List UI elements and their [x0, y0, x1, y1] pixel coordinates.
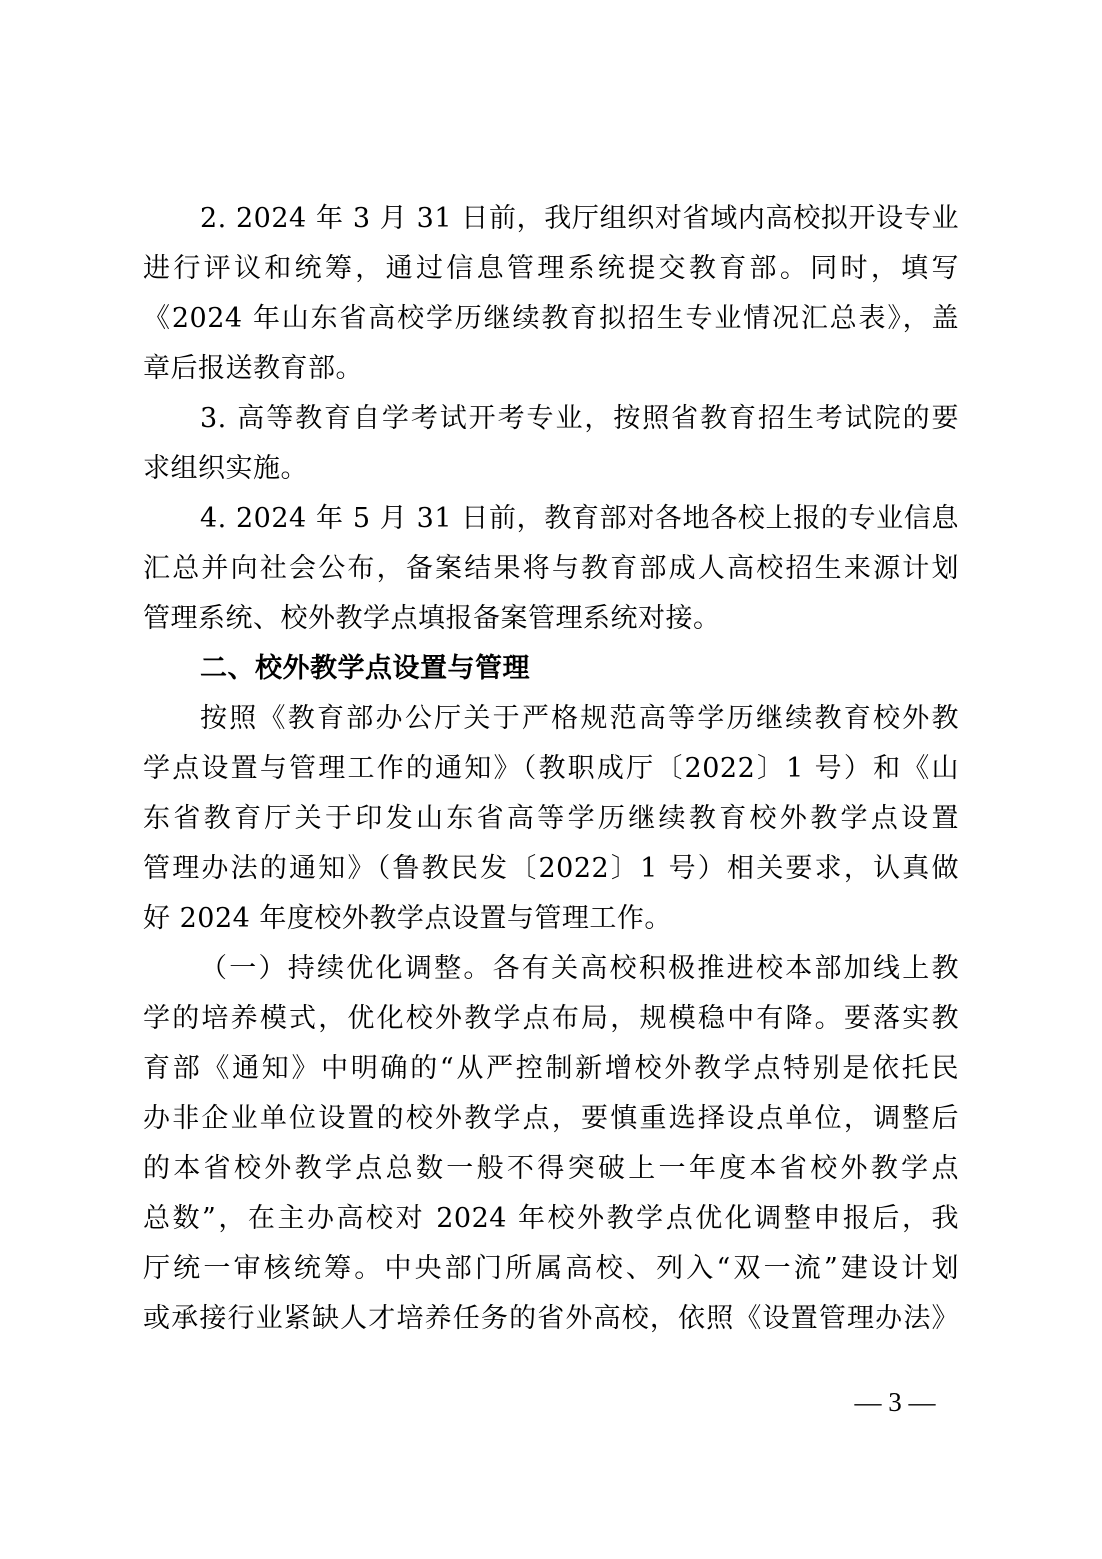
paragraph-subsection-1-line-7: 厅统一审核统筹。中央部门所属高校、列入“双一流”建设计划	[143, 1253, 959, 1284]
section-heading: 二、校外教学点设置与管理	[200, 653, 530, 684]
paragraph-intro-line-2: 学点设置与管理工作的通知》（教职成厅〔2022〕1 号）和《山	[143, 753, 959, 784]
paragraph-item-4-line-1: 4. 2024 年 5 月 31 日前，教育部对各地各校上报的专业信息	[200, 503, 959, 534]
page-number: — 3 —	[854, 1387, 936, 1417]
paragraph-item-4-line-3: 管理系统、校外教学点填报备案管理系统对接。	[143, 603, 721, 634]
paragraph-subsection-1-line-8: 或承接行业紧缺人才培养任务的省外高校，依照《设置管理办法》	[143, 1303, 959, 1334]
paragraph-item-3-line-2: 求组织实施。	[143, 453, 308, 484]
paragraph-item-2-line-1: 2. 2024 年 3 月 31 日前，我厅组织对省域内高校拟开设专业	[200, 203, 959, 234]
paragraph-subsection-1-line-2: 学的培养模式，优化校外教学点布局，规模稳中有降。要落实教	[143, 1003, 959, 1034]
paragraph-intro-line-5: 好 2024 年度校外教学点设置与管理工作。	[143, 903, 672, 934]
paragraph-subsection-1-line-6: 总数”，在主办高校对 2024 年校外教学点优化调整申报后，我	[143, 1203, 959, 1234]
paragraph-item-2-line-4: 章后报送教育部。	[143, 353, 363, 384]
paragraph-subsection-1-line-4: 办非企业单位设置的校外教学点，要慎重选择设点单位，调整后	[143, 1103, 959, 1134]
paragraph-subsection-1-line-3: 育部《通知》中明确的“从严控制新增校外教学点特别是依托民	[143, 1053, 959, 1084]
paragraph-item-2-line-2: 进行评议和统筹，通过信息管理系统提交教育部。同时，填写	[143, 253, 959, 284]
paragraph-subsection-1-line-5: 的本省校外教学点总数一般不得突破上一年度本省校外教学点	[143, 1153, 959, 1184]
paragraph-intro-line-1: 按照《教育部办公厅关于严格规范高等学历继续教育校外教	[200, 703, 959, 734]
paragraph-subsection-1-line-1: （一）持续优化调整。各有关高校积极推进校本部加线上教	[200, 953, 959, 984]
paragraph-item-2-line-3: 《2024 年山东省高校学历继续教育拟招生专业情况汇总表》，盖	[143, 303, 959, 334]
paragraph-item-3-line-1: 3. 高等教育自学考试开考专业，按照省教育招生考试院的要	[200, 403, 959, 434]
paragraph-intro-line-3: 东省教育厅关于印发山东省高等学历继续教育校外教学点设置	[143, 803, 959, 834]
paragraph-intro-line-4: 管理办法的通知》（鲁教民发〔2022〕1 号）相关要求，认真做	[143, 853, 959, 884]
paragraph-item-4-line-2: 汇总并向社会公布，备案结果将与教育部成人高校招生来源计划	[143, 553, 959, 584]
